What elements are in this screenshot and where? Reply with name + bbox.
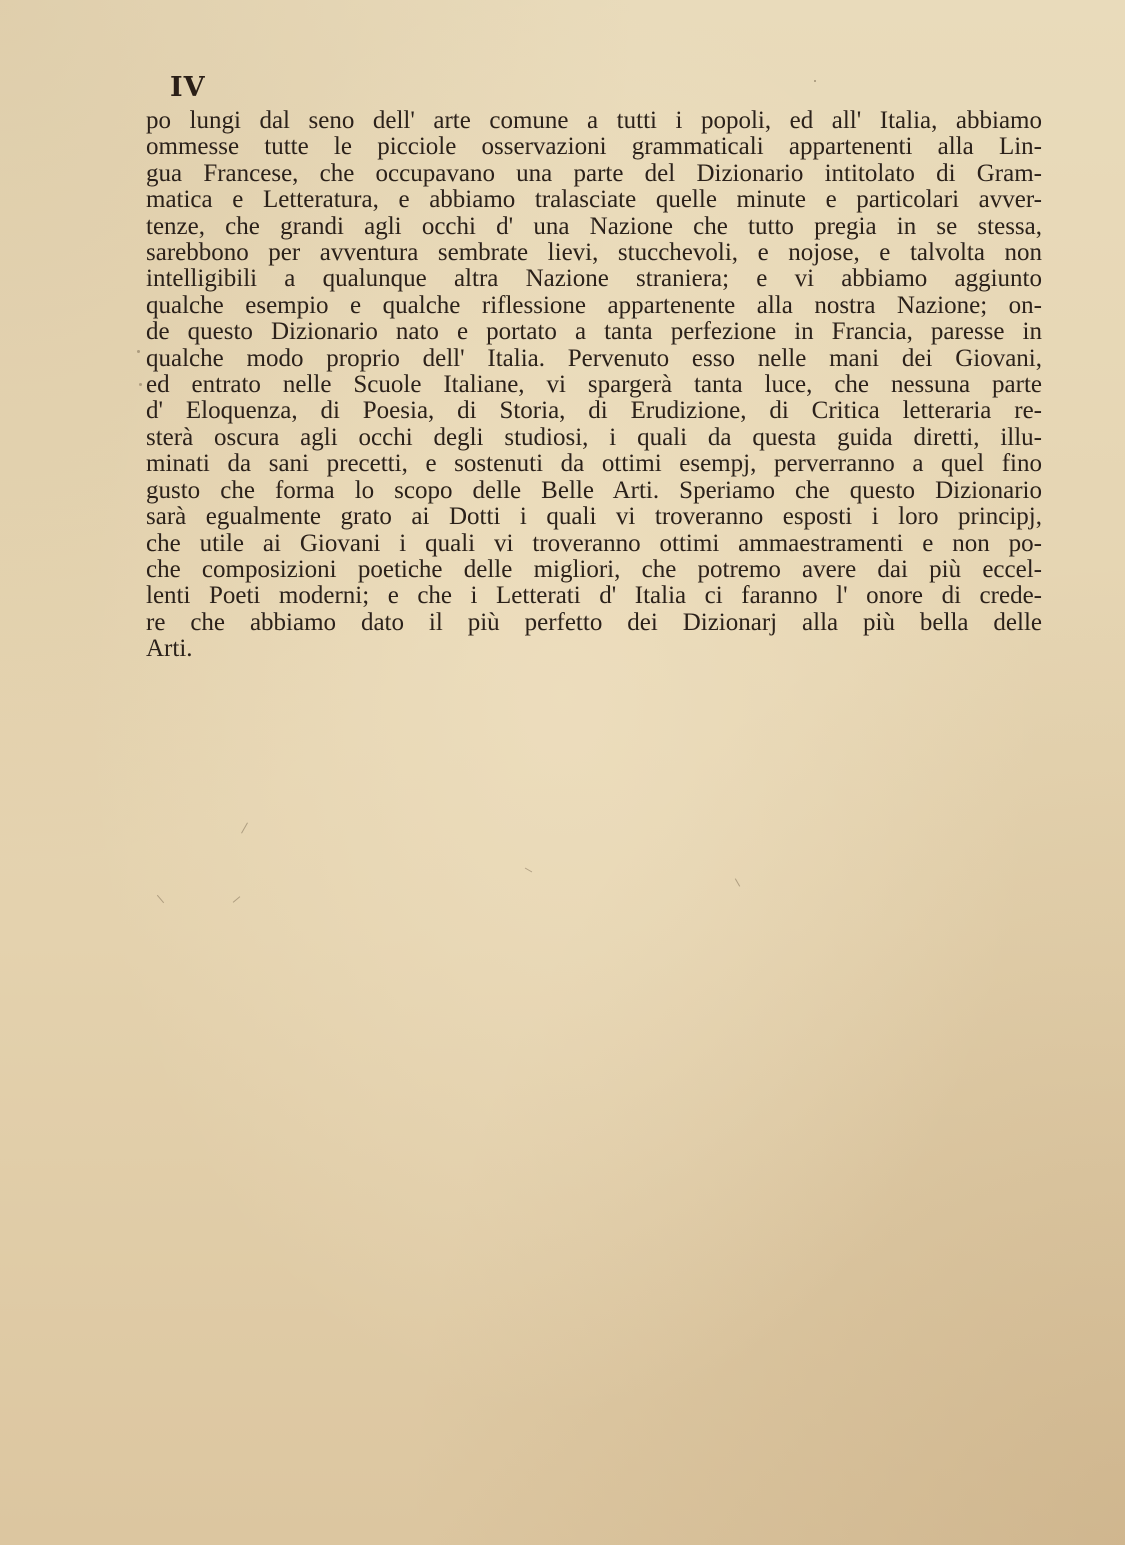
paper-mark: [241, 823, 248, 834]
paper-mark: [735, 878, 740, 886]
text-line: gusto che forma lo scopo delle Belle Arti. Speriamo che questo Dizionario: [146, 476, 1042, 504]
paper-mark: [233, 896, 241, 903]
text-line: ed entrato nelle Scuole Italiane, vi spargerà tanta luce, che nessuna parte: [146, 371, 1042, 399]
text-line: po lungi dal seno dell' arte comune a tutti i popoli, ed all' Italia, abbiamo: [146, 107, 1042, 134]
text-line: de questo Dizionario nato e portato a tanta perfezione in Francia, paresse in: [146, 318, 1042, 346]
text-line: sarebbono per avventura sembrate lievi, stucchevoli, e nojose, e talvolta non: [146, 239, 1042, 267]
text-line: qualche esempio e qualche riflessione appartenente alla nostra Nazione; on-: [146, 291, 1042, 319]
text-line: tenze, che grandi agli occhi d' una Nazione che tutto pregia in se stessa,: [146, 212, 1042, 240]
text-line: ommesse tutte le picciole osservazioni grammaticali appartenenti alla Lin-: [146, 133, 1042, 161]
page-number: IV: [170, 72, 206, 103]
text-line: d' Eloquenza, di Poesia, di Storia, di Erudizione, di Critica letteraria re-: [146, 397, 1042, 425]
text-line: re che abbiamo dato il più perfetto dei Dizionarj alla più bella delle: [146, 608, 1042, 636]
paper-mark: [525, 868, 532, 873]
body-text: [146, 108, 1042, 663]
text-line: Arti.: [146, 635, 193, 663]
paper-mark: [137, 350, 140, 353]
text-line: gua Francese, che occupavano una parte del Dizionario intitolato di Gram-: [146, 159, 1042, 187]
paper-mark: [814, 80, 816, 82]
text-line: intelligibili a qualunque altra Nazione straniera; e vi abbiamo aggiunto: [146, 265, 1042, 293]
paper-mark: [139, 383, 142, 386]
text-line: minati da sani precetti, e sostenuti da ottimi esempj, perverranno a quel fino: [146, 450, 1042, 478]
text-line: sarà egualmente grato ai Dotti i quali vi troveranno esposti i loro principj,: [146, 503, 1042, 531]
text-line: matica e Letteratura, e abbiamo tralasciate quelle minute e particolari avver-: [146, 186, 1042, 214]
text-line: sterà oscura agli occhi degli studiosi, i quali da questa guida diretti, illu-: [146, 423, 1042, 451]
paper-mark: [157, 895, 164, 903]
text-line: che composizioni poetiche delle migliori, che potremo avere dai più eccel-: [146, 555, 1042, 583]
text-line: qualche modo proprio dell' Italia. Pervenuto esso nelle mani dei Giovani,: [146, 344, 1042, 372]
text-line: lenti Poeti moderni; e che i Letterati d' Italia ci faranno l' onore di crede-: [146, 582, 1042, 610]
text-line: che utile ai Giovani i quali vi troveranno ottimi ammaestramenti e non po-: [146, 529, 1042, 557]
